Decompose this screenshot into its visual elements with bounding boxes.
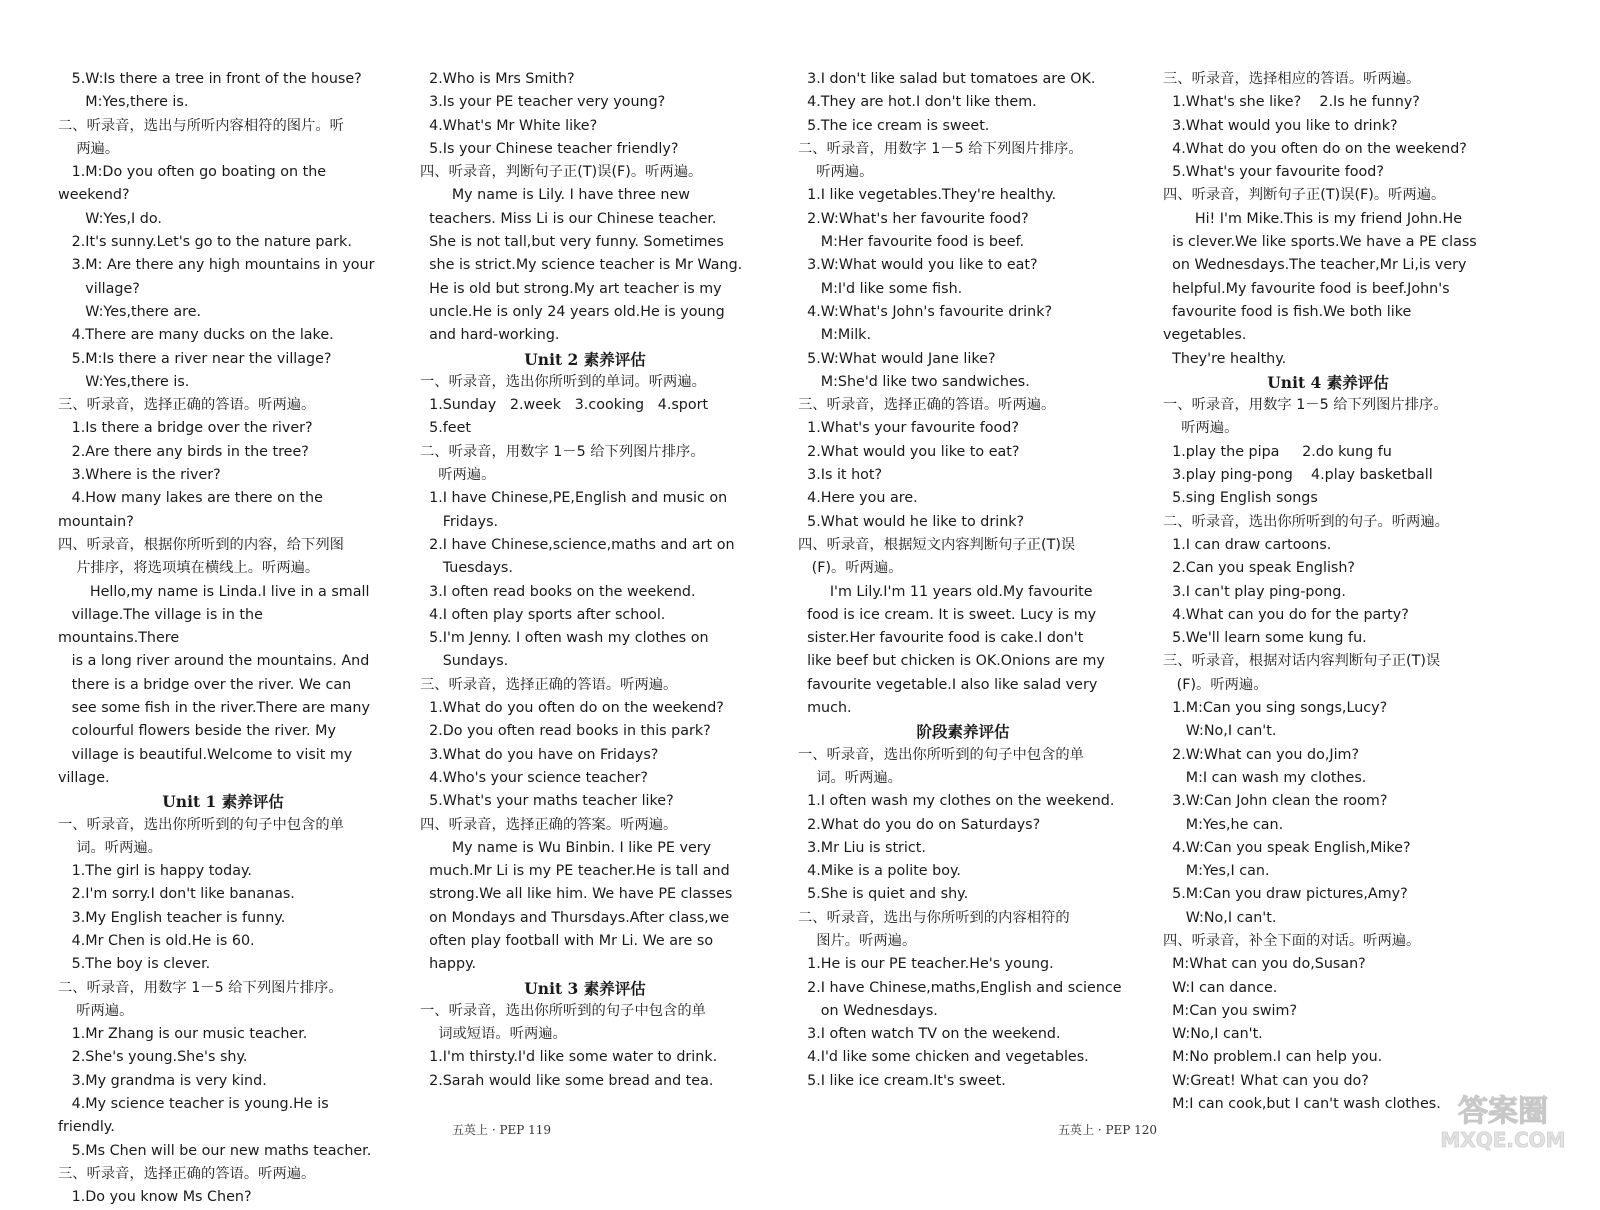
text-line: 3.Mr Liu is strict. [798, 839, 926, 856]
text-line: M:Yes,he can. [1163, 816, 1284, 833]
text-line: 1.What do you often do on the weekend? [420, 700, 724, 717]
text-line: She is not tall,but very funny. Sometimes [420, 234, 724, 251]
section-heading: Unit 4 素养评估 [1267, 372, 1389, 392]
text-line: 4.I'd like some chicken and vegetables. [798, 1049, 1089, 1066]
text-line: 三、听录音，选择正确的答语。听两遍。 [58, 397, 316, 414]
text-line: 三、听录音，选择正确的答语。听两遍。 [58, 1165, 316, 1182]
text-line: 3.Is your PE teacher very young? [420, 94, 666, 111]
page-footer-right: 五英上 · PEP 120 [1058, 1123, 1158, 1137]
text-line: often play football with Mr Li. We are so [420, 932, 714, 949]
text-line: 一、听录音，用数字 1－5 给下列图片排序。 [1163, 397, 1448, 414]
text-line: 一、听录音，选出你所听到的句子中包含的单 [420, 1002, 706, 1019]
text-line: 5.I like ice cream.It's sweet. [798, 1072, 1006, 1089]
text-line: 1.I often wash my clothes on the weekend. [798, 793, 1115, 810]
text-line: My name is Wu Binbin. I like PE very [420, 839, 712, 856]
watermark-logo [1428, 1083, 1578, 1153]
text-line: Tuesdays. [420, 560, 513, 577]
text-line: W:No,I can't. [1163, 723, 1277, 740]
text-line: 词或短语。听两遍。 [420, 1026, 567, 1043]
text-line: 1.Mr Zhang is our music teacher. [58, 1026, 308, 1043]
text-line: M:Milk. [798, 327, 871, 344]
text-line: 1.play the pipa 2.do kung fu [1163, 443, 1392, 460]
text-line: 1.What's your favourite food? [798, 420, 1019, 437]
text-line: W:No,I can't. [1163, 1026, 1263, 1043]
text-line: on Mondays and Thursdays.After class,we [420, 909, 730, 926]
text-line: 4.They are hot.I don't like them. [798, 94, 1037, 111]
text-line: 3.My English teacher is funny. [58, 909, 286, 926]
text-line: 4.How many lakes are there on the mountain? [58, 490, 328, 530]
text-line: 5.M:Can you draw pictures,Amy? [1163, 886, 1408, 903]
watermark-line2: MXQE.COM [1440, 1128, 1566, 1152]
text-line: 2.Are there any birds in the tree? [58, 443, 309, 460]
text-line: 3.I often watch TV on the weekend. [798, 1026, 1061, 1043]
watermark-line1: 答案圈 [1458, 1094, 1548, 1129]
text-line: 4.Mike is a polite boy. [798, 863, 961, 880]
text-line: 5.W:What would Jane like? [798, 350, 996, 367]
text-line: 3.W:What would you like to eat? [798, 257, 1038, 274]
text-line: M:I can cook,but I can't wash clothes. [1163, 1096, 1441, 1113]
text-line: see some fish in the river.There are many [58, 700, 370, 717]
text-line: 2.W:What's her favourite food? [798, 210, 1029, 227]
text-line: 1.The girl is happy today. [58, 863, 252, 880]
text-line: W:I can dance. [1163, 979, 1278, 996]
text-line: 4.Here you are. [798, 490, 918, 507]
text-line: 2.W:What can you do,Jim? [1163, 746, 1360, 763]
section-heading: 阶段素养评估 [916, 722, 1010, 742]
text-line: 四、听录音，根据短文内容判断句子正(T)误 [798, 536, 1076, 553]
text-line: (F)。听两遍。 [1163, 676, 1268, 693]
text-line: 2.Can you speak English? [1163, 560, 1356, 577]
text-line: and hard-working. [420, 327, 560, 344]
text-line: 听两遍。 [798, 164, 874, 181]
text-line: Fridays. [420, 513, 499, 530]
text-line: 听两遍。 [1163, 420, 1239, 437]
text-line: 5.Ms Chen will be our new maths teacher. [58, 1142, 372, 1159]
text-line: M:Yes,I can. [1163, 863, 1270, 880]
text-line: M:Her favourite food is beef. [798, 234, 1025, 251]
text-line: 2.Sarah would like some bread and tea. [420, 1072, 714, 1089]
text-line: M:I'd like some fish. [798, 280, 963, 297]
text-line: 二、听录音，用数字 1－5 给下列图片排序。 [58, 979, 343, 996]
text-line: 3.I don't like salad but tomatoes are OK. [798, 71, 1096, 87]
text-line: 二、听录音，选出你所听到的句子。听两遍。 [1163, 513, 1449, 530]
text-line: like beef but chicken is OK.Onions are my [798, 653, 1105, 670]
text-line: 1.I like vegetables.They're healthy. [798, 187, 1056, 204]
page-footer-left: 五英上 · PEP 119 [452, 1123, 552, 1137]
text-line: 三、听录音，选择正确的答语。听两遍。 [420, 676, 678, 693]
text-line: 5.Is your Chinese teacher friendly? [420, 140, 679, 157]
text-line: village? [58, 280, 140, 297]
text-line: Sundays. [420, 653, 509, 670]
text-line: is clever.We like sports.We have a PE class [1163, 234, 1477, 251]
text-line: 1.Is there a bridge over the river? [58, 420, 313, 437]
text-line: 四、听录音，根据你所听到的内容，给下列图 [58, 536, 344, 553]
text-line: 1.What's she like? 2.Is he funny? [1163, 94, 1420, 111]
text-line: 2.Do you often read books in this park? [420, 723, 711, 740]
text-line: there is a bridge over the river. We can [58, 676, 352, 693]
text-line: 四、听录音，判断句子正(T)误(F)。听两遍。 [420, 164, 703, 181]
text-line: W:Great! What can you do? [1163, 1072, 1369, 1089]
text-line: M:Can you swim? [1163, 1002, 1298, 1019]
text-line: 4.Who's your science teacher? [420, 769, 648, 786]
text-line: 5.What's your maths teacher like? [420, 793, 674, 810]
text-line: 2.Who is Mrs Smith? [420, 71, 575, 87]
text-line: 5.I'm Jenny. I often wash my clothes on [420, 630, 709, 647]
text-line: My name is Lily. I have three new [420, 187, 690, 204]
text-line: 3.Where is the river? [58, 467, 221, 484]
text-line: 三、听录音，选择相应的答语。听两遍。 [1163, 71, 1421, 87]
text-line: is a long river around the mountains. And [58, 653, 370, 670]
text-line: village is beautiful.Welcome to visit my village. [58, 746, 357, 786]
text-line: 词。听两遍。 [58, 839, 162, 856]
text-line: 3.What would you like to drink? [1163, 117, 1398, 134]
text-line: 5.What's your favourite food? [1163, 164, 1384, 181]
text-line: 三、听录音，根据对话内容判断句子正(T)误 [1163, 653, 1441, 670]
text-line: 2.I'm sorry.I don't like bananas. [58, 886, 295, 903]
text-line: 1.M:Do you often go boating on the weekend? [58, 164, 331, 204]
text-line: They're healthy. [1163, 350, 1287, 367]
text-line: W:Yes,there is. [58, 373, 190, 390]
text-line: 片排序，将选项填在横线上。听两遍。 [58, 560, 320, 577]
text-line: 4.I often play sports after school. [420, 606, 666, 623]
text-line: 5.sing English songs [1163, 490, 1318, 507]
text-line: food is ice cream. It is sweet. Lucy is my [798, 606, 1097, 623]
text-line: 5.W:Is there a tree in front of the house? [58, 71, 362, 87]
column-1 [58, 68, 388, 1210]
text-line: 5.The ice cream is sweet. [798, 117, 990, 134]
column-2 [420, 68, 750, 1093]
text-line: 3.I often read books on the weekend. [420, 583, 696, 600]
column-3 [798, 68, 1128, 1093]
column-4 [1163, 68, 1493, 1116]
text-line: 1.I can draw cartoons. [1163, 536, 1332, 553]
text-line: 2.What do you do on Saturdays? [798, 816, 1041, 833]
text-line: 两遍。 [58, 140, 120, 157]
section-heading: Unit 3 素养评估 [524, 978, 646, 998]
text-line: 四、听录音，判断句子正(T)误(F)。听两遍。 [1163, 187, 1446, 204]
text-line: 3.play ping-pong 4.play basketball [1163, 467, 1433, 484]
text-line: 5.We'll learn some kung fu. [1163, 630, 1367, 647]
text-line: sister.Her favourite food is cake.I don't [798, 630, 1084, 647]
text-line: 4.W:What's John's favourite drink? [798, 303, 1053, 320]
text-line: 5.M:Is there a river near the village? [58, 350, 332, 367]
text-line: 2.It's sunny.Let's go to the nature park. [58, 234, 352, 251]
text-line: favourite food is fish.We both like vegetables. [1163, 303, 1416, 344]
text-line: 1.Do you know Ms Chen? [58, 1189, 252, 1206]
text-line: uncle.He is only 24 years old.He is young [420, 303, 725, 320]
text-line: 1.M:Can you sing songs,Lucy? [1163, 700, 1388, 717]
text-line: 4.What's Mr White like? [420, 117, 598, 134]
text-line: 3.I can't play ping-pong. [1163, 583, 1346, 600]
text-line: 4.My science teacher is young.He is friendly. [58, 1096, 334, 1136]
text-line: M:I can wash my clothes. [1163, 769, 1367, 786]
text-line: 图片。听两遍。 [798, 932, 917, 949]
text-line: 3.What do you have on Fridays? [420, 746, 659, 763]
text-line: He is old but strong.My art teacher is my [420, 280, 722, 297]
text-line: 1.I have Chinese,PE,English and music on [420, 490, 728, 507]
text-line: 5.feet [420, 420, 471, 437]
text-line: helpful.My favourite food is beef.John's [1163, 280, 1450, 297]
text-line: 四、听录音，选择正确的答案。听两遍。 [420, 816, 678, 833]
text-line: favourite vegetable.I also like salad very [798, 676, 1098, 693]
text-line: I'm Lily.I'm 11 years old.My favourite [798, 583, 1093, 600]
text-line: 1.I'm thirsty.I'd like some water to drink. [420, 1049, 718, 1066]
text-line: much.Mr Li is my PE teacher.He is tall and [420, 863, 730, 880]
text-line: 3.M: Are there any high mountains in your [58, 257, 375, 274]
text-line: M:She'd like two sandwiches. [798, 373, 1030, 390]
text-line: W:No,I can't. [1163, 909, 1277, 926]
text-line: 词。听两遍。 [798, 769, 902, 786]
text-line: village.The village is in the mountains.There [58, 606, 268, 647]
text-line: 二、听录音，选出与你所听到的内容相符的 [798, 909, 1070, 926]
text-line: on Wednesdays. [798, 1002, 938, 1019]
text-line: (F)。听两遍。 [798, 560, 903, 577]
text-line: W:Yes,I do. [58, 210, 162, 227]
text-line: 二、听录音，用数字 1－5 给下列图片排序。 [798, 140, 1083, 157]
section-heading: Unit 1 素养评估 [162, 792, 284, 812]
text-line: M:Yes,there is. [58, 94, 189, 111]
text-line: 5.What would he like to drink? [798, 513, 1025, 530]
text-line: 三、听录音，选择正确的答语。听两遍。 [798, 397, 1056, 414]
text-line: teachers. Miss Li is our Chinese teacher. [420, 210, 717, 227]
text-line: 4.What can you do for the party? [1163, 606, 1409, 623]
text-line: 听两遍。 [58, 1002, 134, 1019]
text-line: 一、听录音，选出你所听到的句子中包含的单 [58, 816, 344, 833]
text-line: 2.I have Chinese,maths,English and science [798, 979, 1122, 996]
text-line: 1.Sunday 2.week 3.cooking 4.sport [420, 397, 709, 414]
text-line: 二、听录音，选出与所听内容相符的图片。听 [58, 117, 344, 134]
text-line: M:What can you do,Susan? [1163, 956, 1366, 973]
text-line: 2.She's young.She's shy. [58, 1049, 248, 1066]
text-line: 4.What do you often do on the weekend? [1163, 140, 1467, 157]
text-line: colourful flowers beside the river. My [58, 723, 336, 740]
text-line: 5.The boy is clever. [58, 956, 211, 973]
text-line: 四、听录音，补全下面的对话。听两遍。 [1163, 932, 1421, 949]
section-heading: Unit 2 素养评估 [524, 349, 646, 369]
text-line: 3.My grandma is very kind. [58, 1072, 267, 1089]
text-line: 4.Mr Chen is old.He is 60. [58, 932, 255, 949]
text-line: much. [798, 700, 852, 717]
text-line: she is strict.My science teacher is Mr Wang. [420, 257, 743, 274]
text-line: Hi! I'm Mike.This is my friend John.He [1163, 210, 1463, 227]
text-line: 听两遍。 [420, 467, 496, 484]
text-line: happy. [420, 956, 477, 973]
text-line: Hello,my name is Linda.I live in a small [58, 583, 370, 600]
text-line: 4.W:Can you speak English,Mike? [1163, 839, 1411, 856]
text-line: 3.W:Can John clean the room? [1163, 793, 1388, 810]
text-line: 1.He is our PE teacher.He's young. [798, 956, 1054, 973]
text-line: W:Yes,there are. [58, 303, 202, 320]
text-line: strong.We all like him. We have PE classes [420, 886, 733, 903]
text-line: 2.What would you like to eat? [798, 443, 1020, 460]
text-line: 5.She is quiet and shy. [798, 886, 969, 903]
text-line: 二、听录音，用数字 1－5 给下列图片排序。 [420, 443, 705, 460]
text-line: 一、听录音，选出你所听到的句子中包含的单 [798, 746, 1084, 763]
text-line: 3.Is it hot? [798, 467, 883, 484]
text-line: on Wednesdays.The teacher,Mr Li,is very [1163, 257, 1467, 274]
text-line: 一、听录音，选出你所听到的单词。听两遍。 [420, 373, 706, 390]
text-line: 4.There are many ducks on the lake. [58, 327, 334, 344]
text-line: M:No problem.I can help you. [1163, 1049, 1383, 1066]
text-line: 2.I have Chinese,science,maths and art on [420, 536, 735, 553]
